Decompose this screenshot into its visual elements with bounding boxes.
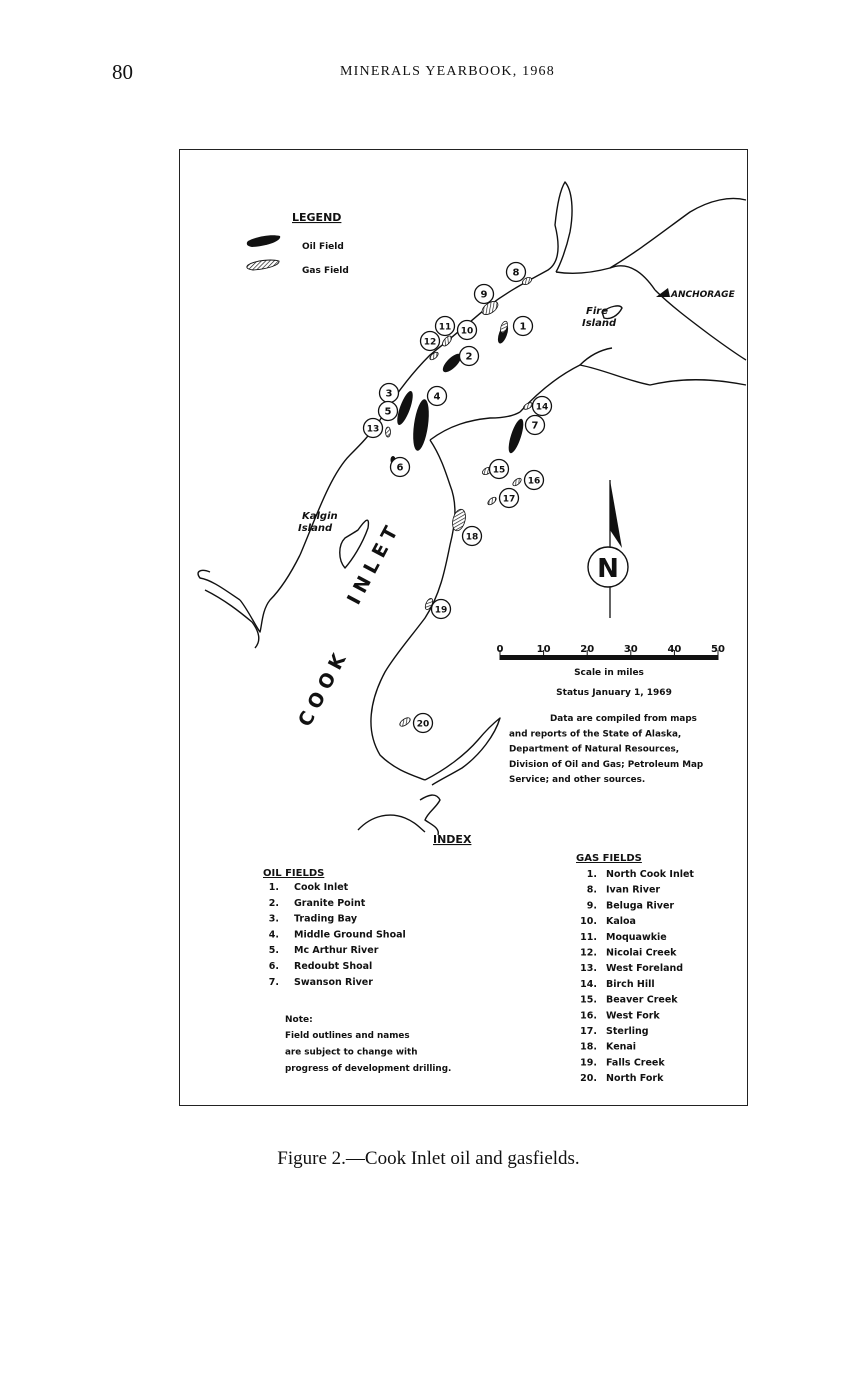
oil-field-name: Granite Point xyxy=(294,897,366,909)
anchorage-label: ANCHORAGE xyxy=(671,290,735,300)
field-marker-number: 20 xyxy=(416,719,430,730)
source-note-line: Data are compiled from maps xyxy=(550,714,697,724)
gas-field-number: 8. xyxy=(586,884,597,896)
gas-field-name: Kenai xyxy=(606,1041,637,1053)
field-marker-number: 14 xyxy=(535,402,549,413)
field-marker xyxy=(463,527,482,546)
field-marker-number: 7 xyxy=(531,420,539,432)
scale-tick-label: 50 xyxy=(711,644,725,655)
field-marker xyxy=(526,416,545,435)
field-marker xyxy=(525,471,544,490)
field-marker xyxy=(432,600,451,619)
oil-fields-title: OIL FIELDS xyxy=(263,868,325,879)
oil-field-number: 5. xyxy=(268,945,279,957)
gas-field-number: 18. xyxy=(580,1041,597,1053)
scale-tick-label: 20 xyxy=(580,644,595,655)
oil-field-symbol xyxy=(247,235,280,247)
gas-field-name: Beluga River xyxy=(606,900,675,912)
fire-island-label-1: Fire xyxy=(586,306,608,317)
field-marker xyxy=(500,489,519,508)
anchorage-marker xyxy=(656,288,736,300)
gas-field-number: 17. xyxy=(580,1026,597,1037)
gas-field-shape xyxy=(398,716,411,728)
gas-field-number: 9. xyxy=(586,900,597,912)
field-marker-number: 18 xyxy=(465,532,479,543)
field-marker xyxy=(458,321,477,340)
gas-field-number: 12. xyxy=(580,947,597,959)
gas-field-name: Beaver Creek xyxy=(606,994,678,1006)
gas-field-name: North Cook Inlet xyxy=(606,869,694,880)
gas-field-shape xyxy=(512,477,523,487)
gas-field-number: 16. xyxy=(580,1010,597,1022)
figure-caption: Figure 2.—Cook Inlet oil and gasfields. xyxy=(277,1148,580,1169)
field-marker xyxy=(428,387,447,406)
field-marker xyxy=(507,263,526,282)
field-marker xyxy=(533,397,552,416)
note-line: progress of development drilling. xyxy=(285,1064,452,1074)
gas-field-shape xyxy=(487,496,498,506)
note-text xyxy=(285,1031,451,1074)
oil-field-name: Middle Ground Shoal xyxy=(294,929,406,941)
note-title: Note: xyxy=(285,1015,313,1025)
field-marker-number: 17 xyxy=(502,494,516,505)
source-note-line: and reports of the State of Alaska, xyxy=(509,729,682,740)
field-marker-number: 4 xyxy=(433,391,441,403)
oil-field-name: Redoubt Shoal xyxy=(294,961,373,972)
gas-field-name: Sterling xyxy=(606,1026,649,1037)
field-marker-number: 19 xyxy=(434,605,448,616)
source-note-line: Department of Natural Resources, xyxy=(509,744,680,755)
gas-field-symbol xyxy=(247,260,279,270)
gas-field-name: West Foreland xyxy=(606,963,684,975)
source-note xyxy=(509,714,703,785)
north-arrow xyxy=(588,480,628,618)
running-head: MINERALS YEARBOOK, 1968 xyxy=(340,64,555,79)
oil-field-number: 3. xyxy=(268,913,279,925)
field-marker-number: 8 xyxy=(512,267,520,279)
gas-field-name: Moquawkie xyxy=(606,931,667,943)
field-marker xyxy=(391,458,410,477)
oil-field-name: Trading Bay xyxy=(294,913,358,925)
north-letter: N xyxy=(597,554,619,584)
oil-fields-list xyxy=(269,882,406,988)
gas-field-name: Falls Creek xyxy=(606,1057,665,1069)
scale-label: Scale in miles xyxy=(574,668,644,678)
scale-tick-label: 10 xyxy=(536,644,551,655)
oil-field-shape xyxy=(410,398,431,451)
field-marker xyxy=(414,714,433,733)
field-marker-number: 15 xyxy=(492,465,506,476)
field-marker-number: 10 xyxy=(460,326,474,337)
field-marker-number: 9 xyxy=(480,289,488,301)
gas-field-name: Birch Hill xyxy=(606,978,655,990)
field-marker xyxy=(514,317,533,336)
note-line: Field outlines and names xyxy=(285,1031,410,1041)
field-marker-number: 16 xyxy=(527,476,541,487)
map-legend xyxy=(247,211,349,276)
page-number: 80 xyxy=(112,60,133,84)
field-marker xyxy=(460,347,479,366)
gas-field-number: 13. xyxy=(580,963,597,975)
oil-field-name: Swanson River xyxy=(294,976,373,988)
scale-tick-label: 0 xyxy=(496,644,504,655)
field-marker-number: 5 xyxy=(384,406,392,418)
gas-fields-list xyxy=(580,869,694,1084)
status-date: Status January 1, 1969 xyxy=(556,688,672,698)
field-marker xyxy=(421,332,440,351)
scale-bar xyxy=(497,644,725,678)
cook-label: COOK xyxy=(293,644,354,731)
gas-field-number: 14. xyxy=(580,978,597,990)
field-marker xyxy=(475,285,494,304)
oil-field-number: 4. xyxy=(268,929,279,941)
oil-field-number: 2. xyxy=(268,897,279,909)
note-line: are subject to change with xyxy=(285,1047,418,1058)
gas-field-name: West Fork xyxy=(606,1010,660,1022)
field-marker xyxy=(364,419,383,438)
oil-field-number: 7. xyxy=(268,976,279,988)
gas-field-name: Nicolai Creek xyxy=(606,947,677,959)
legend-gas-label: Gas Field xyxy=(302,266,349,276)
oil-field-name: Mc Arthur River xyxy=(294,945,379,957)
field-marker xyxy=(436,317,455,336)
source-note-line: Service; and other sources. xyxy=(509,775,646,786)
gas-field-number: 15. xyxy=(580,994,597,1006)
field-marker xyxy=(380,384,399,403)
field-marker-number: 3 xyxy=(385,388,393,400)
source-note-line: Division of Oil and Gas; Petroleum Map xyxy=(509,759,704,770)
field-marker-number: 13 xyxy=(366,424,380,435)
gas-field-number: 19. xyxy=(580,1057,597,1069)
field-marker-number: 6 xyxy=(396,462,404,474)
field-marker-number: 12 xyxy=(423,337,437,348)
gas-field-number: 1. xyxy=(586,869,597,880)
oil-field-name: Cook Inlet xyxy=(294,882,349,893)
legend-oil-label: Oil Field xyxy=(302,242,344,252)
field-marker-number: 2 xyxy=(465,351,473,363)
gas-field-name: Kaloa xyxy=(606,916,636,928)
fire-island-label-2: Island xyxy=(582,318,617,329)
field-marker-number: 11 xyxy=(438,322,452,333)
legend-title: LEGEND xyxy=(292,211,342,224)
gas-fields-title: GAS FIELDS xyxy=(576,853,642,864)
gas-field-name: North Fork xyxy=(606,1073,664,1085)
kalgin-island-label-2: Island xyxy=(298,523,333,534)
oil-field-number: 1. xyxy=(268,882,279,893)
kalgin-island-label-1: Kalgin xyxy=(302,511,338,522)
oil-field-number: 6. xyxy=(268,961,279,972)
gas-field-number: 10. xyxy=(580,916,597,928)
gas-field-shape xyxy=(386,427,391,437)
field-marker xyxy=(490,460,509,479)
scale-tick-label: 30 xyxy=(623,644,638,655)
gas-field-shape xyxy=(441,334,453,347)
oil-field-shape xyxy=(506,417,527,454)
field-marker-number: 1 xyxy=(519,321,527,333)
index-title: INDEX xyxy=(433,833,472,846)
gas-field-number: 11. xyxy=(580,931,597,943)
gas-field-name: Ivan River xyxy=(606,884,661,896)
field-marker xyxy=(379,402,398,421)
inlet-label: INLET xyxy=(342,517,406,609)
gas-field-number: 20. xyxy=(580,1073,597,1085)
scale-tick-label: 40 xyxy=(667,644,682,655)
